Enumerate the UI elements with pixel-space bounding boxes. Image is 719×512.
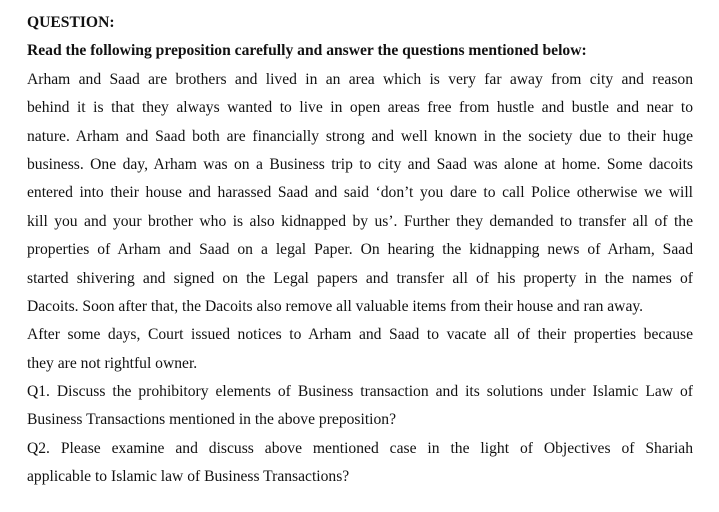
passage-line: entered into their house and harassed Saad and said ‘don’t you dare to call Police otherwise we will xyxy=(27,184,693,202)
passage-line: Dacoits. Soon after that, the Dacoits also remove all valuable items from their house and ran away. xyxy=(27,297,644,315)
question-line: Business Transactions mentioned in the above preposition? xyxy=(27,411,397,429)
question-heading: QUESTION: xyxy=(27,14,115,31)
passage-line: kill you and your brother who is also kidnapped by us’. Further they demanded to transfer all of the xyxy=(27,212,693,230)
question-line: applicable to Islamic law of Business Transactions? xyxy=(27,468,350,486)
question-document xyxy=(27,9,693,492)
question-1 xyxy=(27,378,693,435)
instruction-text: Read the following preposition carefully and answer the questions mentioned below: xyxy=(27,42,587,60)
passage-line: After some days, Court issued notices to Arham and Saad to vacate all of their properties because xyxy=(27,326,693,344)
question-2 xyxy=(27,435,693,492)
passage-line: they are not rightful owner. xyxy=(27,354,198,372)
passage-line: business. One day, Arham was on a Business trip to city and Saad was alone at home. Some dacoits xyxy=(27,155,693,173)
passage xyxy=(27,66,693,378)
passage-line: properties of Arham and Saad on a legal Paper. On hearing the kidnapping news of Arham, Saad xyxy=(27,241,693,259)
passage-line: behind it is that they always wanted to live in open areas free from hustle and bustle and near to xyxy=(27,99,693,117)
passage-line: started shivering and signed on the Legal papers and transfer all of his property in the names of xyxy=(27,269,693,287)
passage-line: Arham and Saad are brothers and lived in an area which is very far away from city and reason xyxy=(27,70,693,88)
question-line: Q2. Please examine and discuss above mentioned case in the light of Objectives of Shariah xyxy=(27,439,693,457)
question-line: Q1. Discuss the prohibitory elements of Business transaction and its solutions under Islamic Law of xyxy=(27,383,693,401)
passage-line: nature. Arham and Saad both are financially strong and well known in the society due to their huge xyxy=(27,127,693,145)
